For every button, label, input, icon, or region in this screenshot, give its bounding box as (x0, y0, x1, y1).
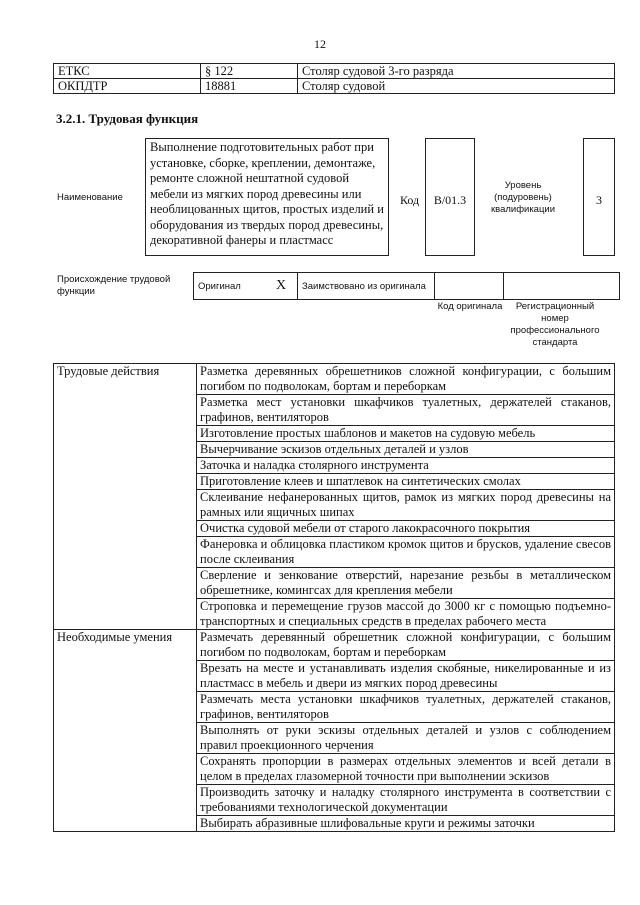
item-cell: Выполнять от руки эскизы отдельных деталей и узлов с соблюдением правил проекционного черчения (197, 723, 615, 754)
original-code-label: Код оригинала (437, 301, 503, 312)
item-cell: Очистка судовой мебели от старого лакокрасочного покрытия (197, 521, 615, 537)
section-header-cell: Трудовые действия (54, 364, 197, 630)
item-cell: Сверление и зенкование отверстий, нарезание резьбы в металлическом обрешетнике, комингсах для крепления мебели (197, 568, 615, 599)
original-mark: X (272, 273, 298, 300)
ref-code-cell: ЕТКС (54, 64, 201, 79)
item-cell: Разметка деревянных обрешетников сложной конфигурации, с большим погибом по подволокам, бортам и переборкам (197, 364, 615, 395)
item-cell: Выбирать абразивные шлифовальные круги и режимы заточки (197, 816, 615, 832)
table-row (194, 273, 620, 300)
item-cell: Изготовление простых шаблонов и макетов на судовую мебель (197, 426, 615, 442)
item-cell: Вычерчивание эскизов отдельных деталей и узлов (197, 442, 615, 458)
section-title: 3.2.1. Трудовая функция (56, 111, 199, 126)
table-row (54, 364, 615, 395)
original-code-cell (435, 273, 504, 300)
table-row (54, 64, 615, 79)
item-cell: Врезать на месте и устанавливать изделия скобяные, никелированные и из пластмасс в мебель и двери из мягких пород древесины (197, 661, 615, 692)
origin-table (193, 272, 620, 300)
item-cell: Производить заточку и наладку столярного инструмента в соответствии с требованиями технологической документации (197, 785, 615, 816)
code-label: Код (400, 193, 420, 207)
item-cell: Фанеровка и облицовка пластиком кромок щитов и брусков, удаление свесов после склеивания (197, 537, 615, 568)
ref-number-cell: 18881 (201, 79, 298, 94)
item-cell: Размечать деревянный обрешетник сложной конфигурации, с большим погибом по подволокам, бортам и переборкам (197, 630, 615, 661)
original-label: Оригинал (194, 273, 273, 300)
code-value-box: B/01.3 (425, 138, 475, 256)
registration-number-label: Регистрационный номер профессионального стандарта (510, 301, 600, 348)
table-row (54, 630, 615, 661)
borrowed-label: Заимствовано из оригинала (298, 273, 435, 300)
function-name-box: Выполнение подготовительных работ при установке, сборке, креплении, демонтаже, ремонте сложной нештатной судовой мебели из мягких пород древесины или необлицованных щитов, простых изделий и оборудования из твердых пород древесины, декоративной фанеры и пластмасс (145, 138, 389, 256)
item-cell: Приготовление клеев и шпатлевок на синтетических смолах (197, 474, 615, 490)
origin-label: Происхождение трудовой функции (57, 274, 171, 297)
ref-title-cell: Столяр судовой (298, 79, 615, 94)
reference-table (53, 63, 615, 94)
qualification-level-box: 3 (583, 138, 615, 256)
registration-number-cell (504, 273, 620, 300)
labor-function-table (53, 363, 615, 832)
item-cell: Сохранять пропорции в размерах отдельных элементов и всей детали в целом в пределах глазомерной точности при выполнении эскизов (197, 754, 615, 785)
item-cell: Склеивание нефанерованных щитов, рамок из мягких пород древесины на рамных или ящичных шипах (197, 490, 615, 521)
ref-code-cell: ОКПДТР (54, 79, 201, 94)
page-number: 12 (314, 37, 326, 51)
table-row (54, 79, 615, 94)
qualification-level-label: Уровень (подуровень) квалификации (490, 180, 556, 215)
item-cell: Разметка мест установки шкафчиков туалетных, держателей стаканов, графинов, вентиляторов (197, 395, 615, 426)
item-cell: Строповка и перемещение грузов массой до 3000 кг с помощью подъемно-транспортных и специальных средств в пределах рабочего места (197, 599, 615, 630)
ref-title-cell: Столяр судовой 3-го разряда (298, 64, 615, 79)
item-cell: Размечать места установки шкафчиков туалетных, держателей стаканов, графинов, вентиляторов (197, 692, 615, 723)
section-header-cell: Необходимые умения (54, 630, 197, 832)
item-cell: Заточка и наладка столярного инструмента (197, 458, 615, 474)
ref-number-cell: § 122 (201, 64, 298, 79)
name-label: Наименование (57, 192, 123, 203)
